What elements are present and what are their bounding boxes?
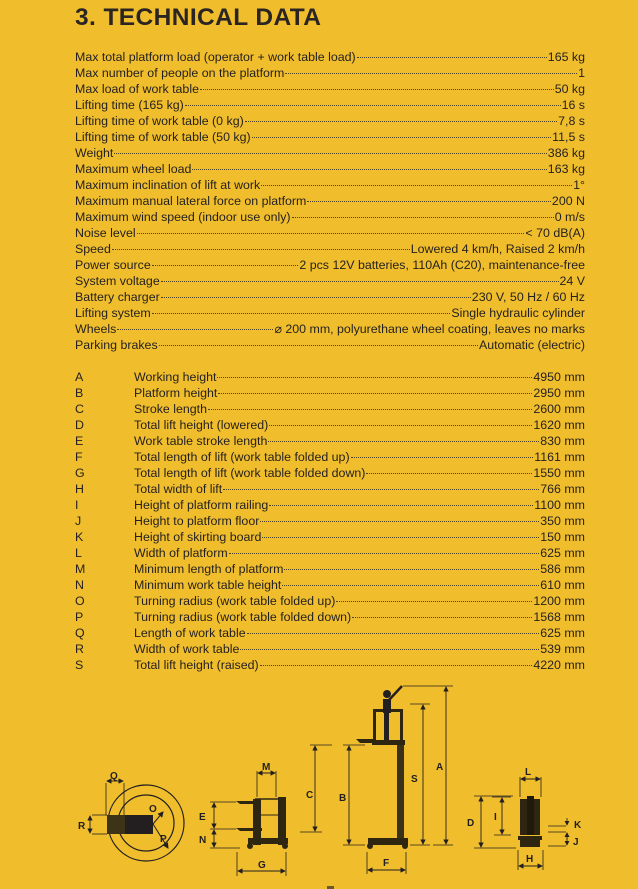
dimension-letter: K bbox=[75, 530, 84, 544]
spec-label: Lifting time (165 kg) bbox=[75, 98, 184, 112]
leader-dots bbox=[351, 457, 534, 458]
spec-value: 1° bbox=[573, 178, 585, 192]
spec-row bbox=[75, 145, 585, 161]
spec-label: Weight bbox=[75, 146, 114, 160]
spec-value: ⌀ 200 mm, polyurethane wheel coating, leaves no marks bbox=[274, 322, 585, 336]
dimension-label: Width of work table bbox=[134, 642, 240, 656]
label-H: H bbox=[526, 854, 534, 865]
label-P: P bbox=[160, 834, 167, 845]
dimension-value: 350 mm bbox=[540, 514, 585, 528]
lift-dimension-diagrams bbox=[0, 676, 638, 889]
leader-dots bbox=[117, 329, 273, 330]
spec-value: 230 V, 50 Hz / 60 Hz bbox=[471, 290, 585, 304]
leader-dots bbox=[336, 601, 532, 602]
dimension-row bbox=[75, 561, 585, 577]
leader-dots bbox=[262, 537, 539, 538]
dimension-row bbox=[75, 609, 585, 625]
spec-label: Max number of people on the platform bbox=[75, 66, 285, 80]
spec-value: 1 bbox=[578, 66, 585, 80]
dimension-letter: C bbox=[75, 402, 84, 416]
dimension-value: 1568 mm bbox=[533, 610, 585, 624]
dimension-row bbox=[75, 657, 585, 673]
dimension-value: 586 mm bbox=[540, 562, 585, 576]
dimension-label: Turning radius (work table folded down) bbox=[134, 610, 352, 624]
label-K: K bbox=[574, 820, 582, 831]
leader-dots bbox=[192, 169, 546, 170]
leader-dots bbox=[137, 233, 525, 234]
spec-value: 163 kg bbox=[547, 162, 585, 176]
leader-dots bbox=[284, 569, 539, 570]
dimension-row bbox=[75, 481, 585, 497]
spec-label: Maximum inclination of lift at work bbox=[75, 178, 261, 192]
dimension-letter: B bbox=[75, 386, 84, 400]
dimension-letter: E bbox=[75, 434, 84, 448]
spec-value: 2 pcs 12V batteries, 110Ah (C20), maintenance-free bbox=[299, 258, 585, 272]
leader-dots bbox=[114, 153, 546, 154]
leader-dots bbox=[229, 553, 540, 554]
spec-row bbox=[75, 113, 585, 129]
spec-row bbox=[75, 161, 585, 177]
spec-row bbox=[75, 49, 585, 65]
dimension-letter: D bbox=[75, 418, 84, 432]
dimension-label: Height of skirting board bbox=[134, 530, 262, 544]
leader-dots bbox=[366, 473, 532, 474]
leader-dots bbox=[240, 649, 539, 650]
leader-dots bbox=[252, 137, 552, 138]
dimension-row bbox=[75, 497, 585, 513]
dimension-letter: H bbox=[75, 482, 84, 496]
dimension-letter: R bbox=[75, 642, 84, 656]
leader-dots bbox=[292, 217, 554, 218]
leader-dots bbox=[307, 201, 551, 202]
spec-label: Wheels bbox=[75, 322, 117, 336]
label-C: C bbox=[306, 790, 314, 801]
dimension-row bbox=[75, 417, 585, 433]
label-L: L bbox=[525, 767, 532, 778]
spec-row bbox=[75, 225, 585, 241]
label-M: M bbox=[262, 762, 271, 773]
page-title: 3. TECHNICAL DATA bbox=[75, 4, 322, 31]
dimension-row bbox=[75, 369, 585, 385]
dimension-value: 625 mm bbox=[540, 546, 585, 560]
dimension-letter: J bbox=[75, 514, 82, 528]
dimension-label: Width of platform bbox=[134, 546, 228, 560]
front-view-diagram bbox=[467, 767, 582, 870]
label-G: G bbox=[258, 860, 266, 871]
top-view-diagram bbox=[78, 771, 184, 861]
dimension-row bbox=[75, 545, 585, 561]
dimension-value: 1100 mm bbox=[534, 498, 585, 512]
leader-dots bbox=[269, 425, 532, 426]
spec-row bbox=[75, 209, 585, 225]
dimension-row bbox=[75, 625, 585, 641]
dimension-value: 1550 mm bbox=[533, 466, 585, 480]
dimension-value: 830 mm bbox=[540, 434, 585, 448]
dimension-label: Total width of lift bbox=[134, 482, 223, 496]
label-B: B bbox=[339, 793, 347, 804]
dimension-label: Stroke length bbox=[134, 402, 208, 416]
label-O: O bbox=[149, 804, 157, 815]
spec-label: System voltage bbox=[75, 274, 160, 288]
label-F: F bbox=[383, 858, 390, 869]
spec-row bbox=[75, 305, 585, 321]
spec-value: 7,8 s bbox=[558, 114, 585, 128]
side-view-raised-diagram bbox=[300, 686, 453, 874]
dimension-row bbox=[75, 577, 585, 593]
dimension-label: Height of platform railing bbox=[134, 498, 269, 512]
leader-dots bbox=[282, 585, 539, 586]
leader-dots bbox=[185, 105, 561, 106]
leader-dots bbox=[269, 505, 533, 506]
dimension-value: 1161 mm bbox=[534, 450, 585, 464]
dimension-value: 2600 mm bbox=[533, 402, 585, 416]
dimension-letter: I bbox=[75, 498, 79, 512]
dimension-row bbox=[75, 641, 585, 657]
label-R: R bbox=[78, 821, 86, 832]
spec-label: Lifting time of work table (50 kg) bbox=[75, 130, 251, 144]
leader-dots bbox=[285, 73, 577, 74]
spec-value: 200 N bbox=[551, 194, 585, 208]
spec-value: 165 kg bbox=[547, 50, 585, 64]
dimension-value: 539 mm bbox=[540, 642, 585, 656]
leader-dots bbox=[260, 665, 533, 666]
spec-label: Speed bbox=[75, 242, 111, 256]
dimension-value: 1200 mm bbox=[533, 594, 585, 608]
leader-dots bbox=[245, 121, 557, 122]
dimension-letter: O bbox=[75, 594, 85, 608]
label-S: S bbox=[411, 774, 418, 785]
leader-dots bbox=[217, 377, 532, 378]
dimension-row bbox=[75, 385, 585, 401]
spec-label: Parking brakes bbox=[75, 338, 158, 352]
spec-label: Maximum manual lateral force on platform bbox=[75, 194, 307, 208]
dimension-label: Platform height bbox=[134, 386, 218, 400]
dimension-label: Work table stroke length bbox=[134, 434, 268, 448]
dimension-row bbox=[75, 433, 585, 449]
dimension-letter: G bbox=[75, 466, 85, 480]
leader-dots bbox=[200, 89, 554, 90]
dimension-label: Total length of lift (work table folded down) bbox=[134, 466, 366, 480]
spec-row bbox=[75, 129, 585, 145]
dimension-letter: M bbox=[75, 562, 86, 576]
dimension-row bbox=[75, 529, 585, 545]
spec-label: Maximum wind speed (indoor use only) bbox=[75, 210, 291, 224]
spec-row bbox=[75, 321, 585, 337]
dimension-letter: F bbox=[75, 450, 83, 464]
dimension-letter: L bbox=[75, 546, 82, 560]
dimension-letter: Q bbox=[75, 626, 85, 640]
dimension-label: Total lift height (lowered) bbox=[134, 418, 269, 432]
spec-value: 0 m/s bbox=[554, 210, 585, 224]
leader-dots bbox=[268, 441, 539, 442]
dimension-value: 2950 mm bbox=[533, 386, 585, 400]
dimension-label: Total length of lift (work table folded up) bbox=[134, 450, 350, 464]
spec-row bbox=[75, 193, 585, 209]
spec-value: < 70 dB(A) bbox=[525, 226, 585, 240]
dimension-label: Turning radius (work table folded up) bbox=[134, 594, 336, 608]
spec-row bbox=[75, 241, 585, 257]
spec-value: 11,5 s bbox=[552, 130, 585, 144]
dimension-row bbox=[75, 401, 585, 417]
dimension-label: Minimum work table height bbox=[134, 578, 282, 592]
dimension-letter: P bbox=[75, 610, 84, 624]
dimension-value: 4220 mm bbox=[533, 658, 585, 672]
spec-value: Lowered 4 km/h, Raised 2 km/h bbox=[410, 242, 585, 256]
leader-dots bbox=[223, 489, 539, 490]
spec-row bbox=[75, 97, 585, 113]
spec-label: Lifting time of work table (0 kg) bbox=[75, 114, 244, 128]
spec-label: Maximum wheel load bbox=[75, 162, 192, 176]
spec-label: Max load of work table bbox=[75, 82, 199, 96]
label-J: J bbox=[573, 837, 579, 848]
leader-dots bbox=[159, 345, 478, 346]
technical-specs-list bbox=[75, 49, 585, 353]
spec-label: Noise level bbox=[75, 226, 136, 240]
label-I: I bbox=[494, 812, 497, 823]
spec-label: Max total platform load (operator + work table load) bbox=[75, 50, 356, 64]
dimension-row bbox=[75, 513, 585, 529]
leader-dots bbox=[161, 281, 559, 282]
spec-value: 16 s bbox=[561, 98, 585, 112]
spec-value: 50 kg bbox=[554, 82, 585, 96]
spec-row bbox=[75, 289, 585, 305]
dimension-letter: S bbox=[75, 658, 84, 672]
dimension-value: 610 mm bbox=[540, 578, 585, 592]
label-D: D bbox=[467, 818, 475, 829]
leader-dots bbox=[247, 633, 540, 634]
dimension-letter: N bbox=[75, 578, 84, 592]
spec-label: Lifting system bbox=[75, 306, 151, 320]
dimension-value: 150 mm bbox=[540, 530, 585, 544]
dimension-value: 625 mm bbox=[540, 626, 585, 640]
spec-value: 386 kg bbox=[547, 146, 585, 160]
spec-row bbox=[75, 257, 585, 273]
spec-value: 24 V bbox=[559, 274, 585, 288]
dimension-value: 4950 mm bbox=[533, 370, 585, 384]
leader-dots bbox=[152, 265, 299, 266]
leader-dots bbox=[260, 521, 539, 522]
spec-row bbox=[75, 337, 585, 353]
dimension-row bbox=[75, 465, 585, 481]
leader-dots bbox=[218, 393, 532, 394]
spec-row bbox=[75, 65, 585, 81]
leader-dots bbox=[208, 409, 532, 410]
leader-dots bbox=[357, 57, 547, 58]
label-N: N bbox=[199, 835, 207, 846]
spec-label: Battery charger bbox=[75, 290, 160, 304]
label-E: E bbox=[199, 812, 206, 823]
leader-dots bbox=[152, 313, 451, 314]
dimension-letter: A bbox=[75, 370, 84, 384]
dimension-label: Minimum length of platform bbox=[134, 562, 284, 576]
spec-value: Single hydraulic cylinder bbox=[451, 306, 585, 320]
dimension-value: 766 mm bbox=[540, 482, 585, 496]
spec-row bbox=[75, 177, 585, 193]
dimension-label: Height to platform floor bbox=[134, 514, 260, 528]
leader-dots bbox=[112, 249, 410, 250]
dimension-value: 1620 mm bbox=[533, 418, 585, 432]
dimension-row bbox=[75, 593, 585, 609]
spec-label: Power source bbox=[75, 258, 151, 272]
leader-dots bbox=[261, 185, 572, 186]
spec-row bbox=[75, 273, 585, 289]
side-view-lowered-diagram bbox=[199, 762, 288, 876]
dimension-label: Total lift height (raised) bbox=[134, 658, 259, 672]
dimension-label: Length of work table bbox=[134, 626, 246, 640]
spec-row bbox=[75, 81, 585, 97]
label-Q: Q bbox=[110, 771, 118, 782]
spec-value: Automatic (electric) bbox=[478, 338, 585, 352]
leader-dots bbox=[161, 297, 471, 298]
dimension-row bbox=[75, 449, 585, 465]
dimension-label: Working height bbox=[134, 370, 217, 384]
label-A: A bbox=[436, 762, 444, 773]
leader-dots bbox=[352, 617, 532, 618]
dimensions-list bbox=[75, 369, 585, 673]
